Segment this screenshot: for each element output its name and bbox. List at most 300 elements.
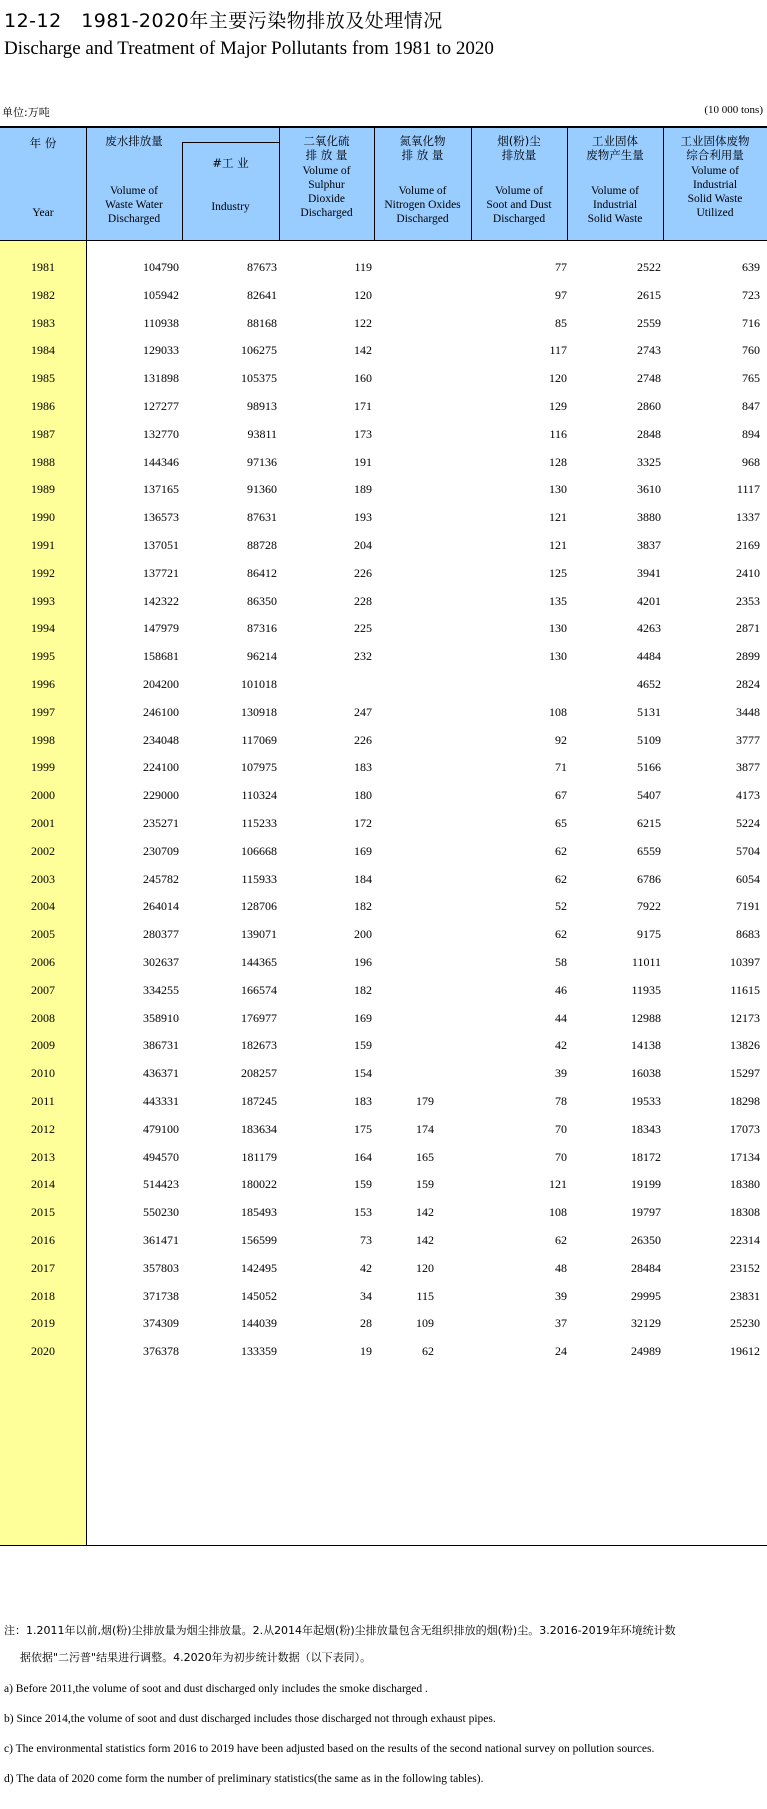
dust-cell: 52	[555, 899, 567, 914]
solid-waste-utilized-cell: 6054	[736, 871, 760, 886]
industry-cell: 180022	[241, 1177, 277, 1192]
waste-water-cell: 374309	[143, 1316, 179, 1331]
solid-waste-utilized-cell: 2169	[736, 538, 760, 552]
so2-cell: 228	[354, 593, 372, 608]
waste-water-cell: 104790	[143, 260, 179, 274]
solid-waste-cell: 2615	[637, 287, 661, 302]
dust-cell: 97	[555, 287, 567, 302]
industry-cell: 96214	[247, 649, 277, 664]
industry-cell: 82641	[247, 287, 277, 302]
dust-cell: 130	[549, 482, 567, 497]
header-year	[0, 126, 86, 220]
solid-waste-utilized-cell: 22314	[730, 1233, 760, 1247]
year-cell: 2011	[31, 1094, 55, 1108]
solid-waste-utilized-cell: 18298	[730, 1094, 760, 1108]
waste-water-cell: 142322	[143, 593, 179, 608]
header-swu-en4: Utilized	[696, 207, 734, 219]
solid-waste-utilized-cell: 3777	[736, 732, 760, 747]
nox-cell: 120	[416, 1260, 434, 1275]
header-dust-en3: Discharged	[492, 213, 546, 225]
waste-water-cell: 131898	[143, 371, 179, 386]
solid-waste-utilized-cell: 25230	[730, 1316, 760, 1331]
so2-cell: 247	[354, 704, 372, 719]
so2-cell: 171	[354, 399, 372, 413]
year-cell: 2001	[31, 816, 55, 830]
year-cell: 2002	[31, 843, 55, 858]
year-cell: 2009	[31, 1038, 55, 1053]
waste-water-cell: 334255	[143, 982, 179, 997]
dust-cell: 121	[549, 510, 567, 525]
industry-cell: 176977	[241, 1010, 277, 1025]
solid-waste-cell: 5131	[637, 704, 661, 719]
solid-waste-utilized-cell: 23152	[730, 1260, 760, 1275]
so2-cell: 142	[354, 343, 372, 358]
industry-cell: 87316	[247, 621, 277, 636]
waste-water-cell: 234048	[143, 732, 179, 747]
solid-waste-utilized-cell: 11615	[730, 982, 760, 997]
industry-cell: 133359	[241, 1344, 277, 1359]
dust-cell: 92	[555, 732, 567, 747]
so2-cell: 19	[360, 1344, 372, 1359]
solid-waste-utilized-cell: 18380	[730, 1177, 760, 1192]
header-so2-en3: Dioxide	[307, 193, 346, 205]
header-year-en: Year	[32, 207, 54, 219]
industry-cell: 115233	[241, 816, 277, 830]
so2-cell: 184	[354, 871, 372, 886]
year-cell: 1991	[31, 538, 55, 552]
year-cell: 1998	[31, 732, 55, 747]
so2-cell: 180	[354, 788, 372, 803]
waste-water-cell: 357803	[143, 1260, 179, 1275]
dust-cell: 62	[555, 843, 567, 858]
solid-waste-cell: 14138	[631, 1038, 661, 1053]
so2-cell: 196	[354, 955, 372, 969]
solid-waste-utilized-cell: 13826	[730, 1038, 760, 1053]
pollutants-table	[0, 126, 767, 1546]
industry-cell: 93811	[247, 426, 277, 441]
industry-cell: 117069	[241, 732, 277, 747]
nox-cell: 62	[422, 1344, 434, 1359]
nox-cell: 109	[416, 1316, 434, 1331]
industry-cell: 182673	[241, 1038, 277, 1053]
note-a: a) Before 2011,the volume of soot and dust discharged only includes the smoke discharged .	[4, 1683, 428, 1695]
nox-cell: 179	[416, 1094, 434, 1108]
industry-cell: 144039	[241, 1316, 277, 1331]
solid-waste-cell: 4652	[637, 677, 661, 691]
so2-cell: 169	[354, 843, 372, 858]
year-cell: 2007	[31, 982, 55, 997]
solid-waste-cell: 18343	[631, 1121, 661, 1136]
so2-cell: 182	[354, 982, 372, 997]
year-cell: 1983	[31, 315, 55, 330]
year-cell: 2018	[31, 1288, 55, 1303]
so2-cell: 122	[354, 315, 372, 330]
solid-waste-utilized-cell: 12173	[730, 1010, 760, 1025]
so2-cell: 119	[354, 260, 372, 274]
header-so2-cn1: 二氧化硫	[303, 134, 350, 148]
solid-waste-utilized-cell: 2410	[736, 565, 760, 580]
dust-cell: 108	[549, 1205, 567, 1220]
dust-cell: 78	[555, 1094, 567, 1108]
solid-waste-cell: 9175	[637, 927, 661, 942]
solid-waste-cell: 2860	[637, 399, 661, 413]
solid-waste-cell: 11011	[631, 955, 661, 969]
solid-waste-utilized-cell: 7191	[736, 899, 760, 914]
waste-water-cell: 129033	[143, 343, 179, 358]
waste-water-cell: 443331	[143, 1094, 179, 1108]
waste-water-cell: 246100	[143, 704, 179, 719]
header-solid-waste-cn1: 工业固体	[592, 134, 638, 148]
waste-water-cell: 224100	[143, 760, 179, 775]
so2-cell: 225	[354, 621, 372, 636]
waste-water-cell: 144346	[143, 454, 179, 469]
header-so2-en1: Volume of	[302, 165, 351, 177]
year-cell: 1997	[31, 704, 55, 719]
industry-cell: 156599	[241, 1233, 277, 1247]
header-swu-en3: Solid Waste	[687, 193, 743, 205]
industry-cell: 128706	[241, 899, 277, 914]
header-so2	[279, 126, 374, 220]
year-cell: 2015	[31, 1205, 55, 1220]
dust-cell: 120	[549, 371, 567, 386]
year-cell: 2004	[31, 899, 55, 914]
so2-cell: 159	[354, 1177, 372, 1192]
header-solid-waste-en1: Volume of	[590, 185, 640, 197]
dust-cell: 130	[549, 621, 567, 636]
year-cell: 1982	[31, 287, 55, 302]
year-cell: 2003	[31, 871, 55, 886]
industry-cell: 130918	[241, 704, 277, 719]
year-cell: 1981	[31, 260, 55, 274]
header-waste-water	[86, 126, 182, 226]
solid-waste-utilized-cell: 3448	[736, 704, 760, 719]
solid-waste-cell: 26350	[631, 1233, 661, 1247]
solid-waste-utilized-cell: 716	[742, 315, 760, 330]
solid-waste-utilized-cell: 639	[742, 260, 760, 274]
note-d: d) The data of 2020 come form the number of preliminary statistics(the same as in the following tables).	[4, 1773, 484, 1785]
waste-water-cell: 204200	[143, 677, 179, 691]
solid-waste-cell: 29995	[631, 1288, 661, 1303]
solid-waste-cell: 16038	[631, 1066, 661, 1081]
solid-waste-utilized-cell: 765	[742, 371, 760, 386]
dust-cell: 46	[555, 982, 567, 997]
industry-cell: 88168	[247, 315, 277, 330]
waste-water-cell: 361471	[143, 1233, 179, 1247]
table-bottom-border	[0, 1545, 767, 1546]
solid-waste-utilized-cell: 1117	[736, 482, 760, 497]
header-dust-cn2: 排放量	[501, 148, 537, 162]
solid-waste-cell: 2848	[637, 426, 661, 441]
so2-cell: 232	[354, 649, 372, 664]
waste-water-cell: 358910	[143, 1010, 179, 1025]
year-cell: 2000	[31, 788, 55, 803]
industry-cell: 187245	[241, 1094, 277, 1108]
solid-waste-cell: 19797	[631, 1205, 661, 1220]
industry-cell: 87631	[247, 510, 277, 525]
dust-cell: 121	[549, 1177, 567, 1192]
dust-cell: 85	[555, 315, 567, 330]
nox-cell: 165	[416, 1149, 434, 1164]
year-cell: 1990	[31, 510, 55, 525]
year-cell: 2010	[31, 1066, 55, 1081]
nox-cell: 174	[416, 1121, 434, 1136]
industry-cell: 166574	[241, 982, 277, 997]
solid-waste-cell: 5109	[637, 732, 661, 747]
header-so2-cn2: 排 放 量	[305, 148, 348, 162]
unit-label-cn: 单位:万吨	[2, 106, 50, 119]
solid-waste-cell: 2743	[637, 343, 661, 358]
waste-water-cell: 137051	[143, 538, 179, 552]
year-cell: 2013	[31, 1149, 55, 1164]
header-dust-cn1: 烟(粉)尘	[497, 134, 541, 148]
solid-waste-utilized-cell: 4173	[736, 788, 760, 803]
header-nox-en2: Nitrogen Oxides	[384, 199, 461, 211]
dust-cell: 62	[555, 1233, 567, 1247]
dust-cell: 48	[555, 1260, 567, 1275]
dust-cell: 39	[555, 1288, 567, 1303]
solid-waste-utilized-cell: 2871	[736, 621, 760, 636]
solid-waste-utilized-cell: 18308	[730, 1205, 760, 1220]
waste-water-cell: 127277	[143, 399, 179, 413]
solid-waste-cell: 5407	[637, 788, 661, 803]
year-cell: 1985	[31, 371, 55, 386]
dust-cell: 117	[549, 343, 567, 358]
waste-water-cell: 264014	[143, 899, 179, 914]
dust-cell: 135	[549, 593, 567, 608]
industry-cell: 183634	[241, 1121, 277, 1136]
year-cell: 1987	[31, 426, 55, 441]
solid-waste-cell: 5166	[637, 760, 661, 775]
industry-cell: 145052	[241, 1288, 277, 1303]
solid-waste-cell: 28484	[631, 1260, 661, 1275]
so2-cell: 164	[354, 1149, 372, 1164]
waste-water-cell: 137721	[143, 565, 179, 580]
industry-cell: 86350	[247, 593, 277, 608]
solid-waste-utilized-cell: 8683	[736, 927, 760, 942]
header-waste-water-cn: 废水排放量	[105, 134, 163, 148]
solid-waste-utilized-cell: 2899	[736, 649, 760, 664]
nox-cell: 115	[416, 1288, 434, 1303]
industry-cell: 185493	[241, 1205, 277, 1220]
waste-water-cell: 110938	[143, 315, 179, 330]
dust-cell: 62	[555, 871, 567, 886]
dust-cell: 129	[549, 399, 567, 413]
industry-cell: 208257	[241, 1066, 277, 1081]
waste-water-cell: 494570	[143, 1149, 179, 1164]
header-so2-en2: Sulphur	[308, 179, 345, 191]
header-nox	[374, 126, 471, 226]
solid-waste-cell: 4201	[637, 593, 661, 608]
header-industry-cn: #工 业	[212, 156, 249, 170]
industry-cell: 142495	[241, 1260, 277, 1275]
header-dust	[471, 126, 567, 226]
solid-waste-utilized-cell: 23831	[730, 1288, 760, 1303]
header-waste-water-en3: Discharged	[107, 213, 161, 225]
dust-cell: 121	[549, 538, 567, 552]
header-waste-water-en2: Waste Water	[105, 199, 163, 211]
waste-water-cell: 376378	[143, 1344, 179, 1359]
so2-cell: 153	[354, 1205, 372, 1220]
header-swu-cn2: 综合利用量	[686, 148, 744, 162]
year-cell: 2016	[31, 1233, 55, 1247]
header-industry	[182, 142, 279, 214]
industry-cell: 105375	[241, 371, 277, 386]
dust-cell: 70	[555, 1149, 567, 1164]
solid-waste-cell: 2522	[637, 260, 661, 274]
year-cell: 1992	[31, 565, 55, 580]
table-row	[0, 1336, 767, 1368]
industry-cell: 144365	[241, 955, 277, 969]
waste-water-cell: 136573	[143, 510, 179, 525]
industry-cell: 86412	[247, 565, 277, 580]
solid-waste-utilized-cell: 17073	[730, 1121, 760, 1136]
dust-cell: 42	[555, 1038, 567, 1053]
waste-water-cell: 147979	[143, 621, 179, 636]
so2-cell: 73	[360, 1233, 372, 1247]
waste-water-cell: 280377	[143, 927, 179, 942]
solid-waste-cell: 12988	[631, 1010, 661, 1025]
year-cell: 1996	[31, 677, 55, 691]
solid-waste-utilized-cell: 723	[742, 287, 760, 302]
solid-waste-utilized-cell: 15297	[730, 1066, 760, 1081]
so2-cell: 42	[360, 1260, 372, 1275]
year-cell: 2017	[31, 1260, 55, 1275]
header-solid-waste	[567, 126, 663, 226]
year-cell: 1986	[31, 399, 55, 413]
so2-cell: 193	[354, 510, 372, 525]
industry-cell: 115933	[241, 871, 277, 886]
header-year-cn: 年 份	[29, 136, 57, 150]
note-b: b) Since 2014,the volume of soot and dust discharged includes those discharged not through exhaust pipes.	[4, 1713, 496, 1725]
waste-water-cell: 514423	[143, 1177, 179, 1192]
unit-label-en: (10 000 tons)	[704, 104, 763, 116]
dust-cell: 128	[549, 454, 567, 469]
note-c: c) The environmental statistics form 2016 to 2019 have been adjusted based on the results of the second national survey on pollution sources.	[4, 1743, 655, 1755]
solid-waste-cell: 4484	[637, 649, 661, 664]
solid-waste-utilized-cell: 10397	[730, 955, 760, 969]
industry-cell: 88728	[247, 538, 277, 552]
dust-cell: 24	[555, 1344, 567, 1359]
header-solid-waste-en2: Industrial	[592, 199, 638, 211]
so2-cell: 226	[354, 732, 372, 747]
waste-water-cell: 105942	[143, 287, 179, 302]
waste-water-cell: 550230	[143, 1205, 179, 1220]
header-nox-en3: Discharged	[396, 213, 449, 225]
solid-waste-utilized-cell: 5704	[736, 843, 760, 858]
industry-cell: 110324	[241, 788, 277, 803]
year-cell: 2005	[31, 927, 55, 942]
year-cell: 2006	[31, 955, 55, 969]
nox-cell: 159	[416, 1177, 434, 1192]
waste-water-cell: 229000	[143, 788, 179, 803]
table-title-en: Discharge and Treatment of Major Pollutants from 1981 to 2020	[4, 38, 494, 59]
year-cell: 1988	[31, 454, 55, 469]
dust-cell: 77	[555, 260, 567, 274]
industry-cell: 107975	[241, 760, 277, 775]
so2-cell: 191	[354, 454, 372, 469]
header-dust-en1: Volume of	[494, 185, 544, 197]
solid-waste-utilized-cell: 3877	[736, 760, 760, 775]
header-waste-water-en1: Volume of	[109, 185, 159, 197]
solid-waste-cell: 3325	[637, 454, 661, 469]
solid-waste-utilized-cell: 894	[742, 426, 760, 441]
solid-waste-utilized-cell: 19612	[730, 1344, 760, 1359]
solid-waste-utilized-cell: 5224	[736, 816, 760, 830]
solid-waste-cell: 19533	[631, 1094, 661, 1108]
solid-waste-cell: 3837	[637, 538, 661, 552]
table-header-border	[0, 240, 767, 241]
solid-waste-utilized-cell: 847	[742, 399, 760, 413]
nox-cell: 142	[416, 1205, 434, 1220]
solid-waste-cell: 4263	[637, 621, 661, 636]
solid-waste-cell: 11935	[631, 982, 661, 997]
note-cn-line1: 注：1.2011年以前,烟(粉)尘排放量为烟尘排放量。2.从2014年起烟(粉)尘排放量包含无组织排放的烟(粉)尘。3.2016-2019年环境统计数	[4, 1624, 676, 1637]
waste-water-cell: 132770	[143, 426, 179, 441]
so2-cell: 183	[354, 1094, 372, 1108]
waste-water-cell: 245782	[143, 871, 179, 886]
header-swu-en1: Volume of	[690, 165, 740, 177]
so2-cell: 120	[354, 287, 372, 302]
waste-water-cell: 479100	[143, 1121, 179, 1136]
solid-waste-cell: 6786	[637, 871, 661, 886]
dust-cell: 116	[549, 426, 567, 441]
waste-water-cell: 137165	[143, 482, 179, 497]
so2-cell: 28	[360, 1316, 372, 1331]
so2-cell: 159	[354, 1038, 372, 1053]
industry-cell: 91360	[247, 482, 277, 497]
so2-cell: 172	[354, 816, 372, 830]
waste-water-cell: 436371	[143, 1066, 179, 1081]
dust-cell: 125	[549, 565, 567, 580]
year-cell: 2008	[31, 1010, 55, 1025]
year-cell: 2012	[31, 1121, 55, 1136]
industry-cell: 106668	[241, 843, 277, 858]
solid-waste-cell: 3941	[637, 565, 661, 580]
so2-cell: 173	[354, 426, 372, 441]
table-title-cn: 12-12 1981-2020年主要污染物排放及处理情况	[4, 10, 443, 32]
dust-cell: 67	[555, 788, 567, 803]
waste-water-cell: 235271	[143, 816, 179, 830]
solid-waste-utilized-cell: 1337	[736, 510, 760, 525]
dust-cell: 37	[555, 1316, 567, 1331]
industry-cell: 181179	[241, 1149, 277, 1164]
waste-water-cell: 158681	[143, 649, 179, 664]
year-cell: 1995	[31, 649, 55, 664]
waste-water-cell: 302637	[143, 955, 179, 969]
so2-cell: 154	[354, 1066, 372, 1081]
so2-cell: 175	[354, 1121, 372, 1136]
waste-water-cell: 371738	[143, 1288, 179, 1303]
solid-waste-utilized-cell: 2824	[736, 677, 760, 691]
header-industry-en: Industry	[211, 201, 250, 213]
year-cell: 2020	[31, 1344, 55, 1359]
solid-waste-cell: 19199	[631, 1177, 661, 1192]
solid-waste-cell: 24989	[631, 1344, 661, 1359]
dust-cell: 70	[555, 1121, 567, 1136]
header-swu-en2: Industrial	[692, 179, 738, 191]
so2-cell: 200	[354, 927, 372, 942]
so2-cell: 169	[354, 1010, 372, 1025]
year-cell: 2014	[31, 1177, 55, 1192]
dust-cell: 44	[555, 1010, 567, 1025]
dust-cell: 65	[555, 816, 567, 830]
header-solid-waste-en3: Solid Waste	[587, 213, 643, 225]
solid-waste-utilized-cell: 760	[742, 343, 760, 358]
nox-cell: 142	[416, 1233, 434, 1247]
note-cn-line2: 据依据"二污普"结果进行调整。4.2020年为初步统计数据（以下表同）。	[20, 1651, 372, 1664]
solid-waste-cell: 3610	[637, 482, 661, 497]
header-so2-en4: Discharged	[300, 207, 353, 219]
